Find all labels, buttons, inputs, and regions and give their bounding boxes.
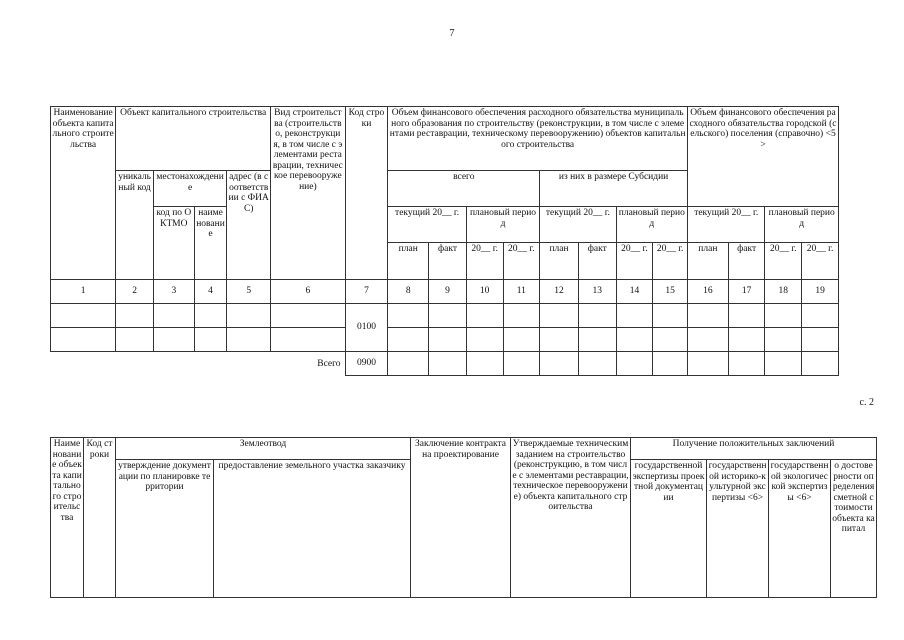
- table-cell[interactable]: [728, 352, 765, 376]
- table-cell[interactable]: [388, 352, 429, 376]
- header-current-year: текущий 20__ г.: [388, 207, 466, 243]
- header-year: 20__ г.: [653, 243, 688, 280]
- table-cell[interactable]: [503, 352, 540, 376]
- header-positive-conclusions: Получение положительных заключений: [631, 438, 877, 460]
- table-cell[interactable]: [578, 304, 616, 328]
- table-cell[interactable]: [388, 304, 429, 328]
- table-cell[interactable]: [194, 304, 227, 328]
- continuation-label: с. 2: [859, 397, 874, 408]
- header-planned-period: плановый период: [765, 207, 839, 243]
- header-planned-period: плановый период: [616, 207, 687, 243]
- header-city-financing: Объем финансового обеспечения расходного обязательства городской (сельского) поселения (справочно) <5>: [687, 107, 838, 207]
- table-cell[interactable]: [616, 328, 653, 352]
- column-number: 10: [466, 280, 503, 304]
- header-year: 20__ г.: [765, 243, 802, 280]
- header-plan: план: [388, 243, 429, 280]
- financing-table: [50, 106, 839, 376]
- header-construction-type: Вид строительства (строительство, реконструкция, в том числе с элементами реставрации, техническое перевооружение): [271, 107, 345, 280]
- column-number: 9: [429, 280, 467, 304]
- table-row: [51, 328, 839, 352]
- column-number: 1: [51, 280, 116, 304]
- header-oktmo: код по ОКТМО: [153, 207, 194, 280]
- table-cell[interactable]: [466, 328, 503, 352]
- header-row-code: Код строки: [84, 438, 116, 598]
- column-number: 17: [728, 280, 765, 304]
- column-number: 8: [388, 280, 429, 304]
- header-fact: факт: [578, 243, 616, 280]
- column-number: 2: [116, 280, 154, 304]
- header-location-name: наименование: [194, 207, 227, 280]
- header-location: местонахождение: [153, 171, 226, 207]
- total-label: Всего: [317, 358, 341, 369]
- table-cell[interactable]: [578, 352, 616, 376]
- table-cell[interactable]: [653, 304, 688, 328]
- header-land-allotment: Землеотвод: [116, 438, 411, 460]
- column-number: 14: [616, 280, 653, 304]
- header-contract: Заключение контракта на проектирование: [411, 438, 511, 598]
- total-row: [51, 352, 839, 376]
- table-cell[interactable]: [802, 328, 839, 352]
- table-cell[interactable]: [802, 352, 839, 376]
- table-cell[interactable]: [687, 328, 728, 352]
- header-plan: план: [687, 243, 728, 280]
- table-cell[interactable]: [765, 328, 802, 352]
- table-cell[interactable]: [271, 328, 345, 352]
- column-number: 5: [227, 280, 271, 304]
- table-cell[interactable]: [616, 304, 653, 328]
- header-fact: факт: [728, 243, 765, 280]
- header-year: 20__ г.: [616, 243, 653, 280]
- table-cell[interactable]: [540, 328, 579, 352]
- table-cell[interactable]: [388, 328, 429, 352]
- approvals-table: [50, 437, 877, 598]
- header-fact: факт: [429, 243, 467, 280]
- table-row: [51, 304, 839, 328]
- table-cell[interactable]: [503, 328, 540, 352]
- table-cell[interactable]: [616, 352, 653, 376]
- table-cell[interactable]: [429, 328, 467, 352]
- table-cell[interactable]: [802, 304, 839, 328]
- header-current-year: текущий 20__ г.: [687, 207, 764, 243]
- table-cell[interactable]: [765, 352, 802, 376]
- header-address: адрес (в соответствии с ФИАС): [227, 171, 271, 280]
- column-number: 6: [271, 280, 345, 304]
- header-state-expertise: государственной экспертизы проектной документации: [631, 460, 707, 598]
- table-cell[interactable]: [194, 328, 227, 352]
- header-planned-period: плановый период: [466, 207, 539, 243]
- table-cell[interactable]: [153, 328, 194, 352]
- header-current-year: текущий 20__ г.: [540, 207, 616, 243]
- column-number: 12: [540, 280, 579, 304]
- row-code-cell: 0100: [345, 304, 388, 352]
- page-number: 7: [449, 28, 455, 39]
- header-planning-approval: утверждение документации по планировке территории: [116, 460, 214, 598]
- column-number: 16: [687, 280, 728, 304]
- table-cell[interactable]: [51, 328, 116, 352]
- table-cell[interactable]: [540, 304, 579, 328]
- header-ecological-expertise: государственной экологической экспертизы <6>: [769, 460, 831, 598]
- header-historical-expertise: государственной историко-культурной экспертизы <6>: [707, 460, 769, 598]
- table-cell[interactable]: [503, 304, 540, 328]
- table-cell[interactable]: [466, 304, 503, 328]
- table-cell[interactable]: [765, 304, 802, 328]
- table-cell[interactable]: [540, 352, 579, 376]
- header-year: 20__ г.: [802, 243, 839, 280]
- column-number: 11: [503, 280, 540, 304]
- header-total: всего: [388, 171, 540, 207]
- column-number: 19: [802, 280, 839, 304]
- header-object-name: Наименование объекта капитального строительства: [51, 107, 116, 280]
- header-year: 20__ г.: [466, 243, 503, 280]
- total-code-cell: 0900: [345, 352, 388, 376]
- table-cell[interactable]: [653, 328, 688, 352]
- table-cell[interactable]: [653, 352, 688, 376]
- header-unique-code: уникальный код: [116, 171, 154, 280]
- header-object-name: Наименование объекта капитального строительства: [51, 438, 84, 598]
- header-object: Объект капитального строительства: [116, 107, 271, 171]
- header-technical-task: Утверждаемые техническим заданием на строительство (реконструкцию, в том числе с элементами реставрации, техническое перевооружение) объекта капитального строительства: [511, 438, 631, 598]
- header-row-code: Код строки: [345, 107, 388, 280]
- table-cell[interactable]: [51, 304, 116, 328]
- table-cell[interactable]: [227, 304, 271, 328]
- column-number: 7: [345, 280, 388, 304]
- table-cell[interactable]: [227, 328, 271, 352]
- table-cell[interactable]: [687, 304, 728, 328]
- column-number: 4: [194, 280, 227, 304]
- table-cell[interactable]: [466, 352, 503, 376]
- column-number: 18: [765, 280, 802, 304]
- header-cost-reliability: о достоверности определения сметной стоимости объекта капитал: [831, 460, 877, 598]
- table-cell[interactable]: [728, 304, 765, 328]
- table-cell[interactable]: [429, 304, 467, 328]
- table-cell[interactable]: [153, 304, 194, 328]
- table-cell[interactable]: [271, 304, 345, 328]
- column-number: 13: [578, 280, 616, 304]
- column-numbers-row: [51, 280, 839, 304]
- table-cell[interactable]: [116, 328, 154, 352]
- column-number: 15: [653, 280, 688, 304]
- table-cell[interactable]: [687, 352, 728, 376]
- header-land-grant: предоставление земельного участка заказчику: [214, 460, 411, 598]
- header-plan: план: [540, 243, 579, 280]
- table-cell[interactable]: [728, 328, 765, 352]
- column-number: 3: [153, 280, 194, 304]
- header-subsidy: из них в размере Субсидии: [540, 171, 688, 207]
- header-year: 20__ г.: [503, 243, 540, 280]
- header-municipal-financing: Объем финансового обеспечения расходного обязательства муниципального образования по строительству (реконструкции, в том числе с элементами реставрации, техническому перевооружению) объектов капитального строительства: [388, 107, 688, 171]
- table-cell[interactable]: [429, 352, 467, 376]
- table-cell[interactable]: [578, 328, 616, 352]
- table-cell[interactable]: [116, 304, 154, 328]
